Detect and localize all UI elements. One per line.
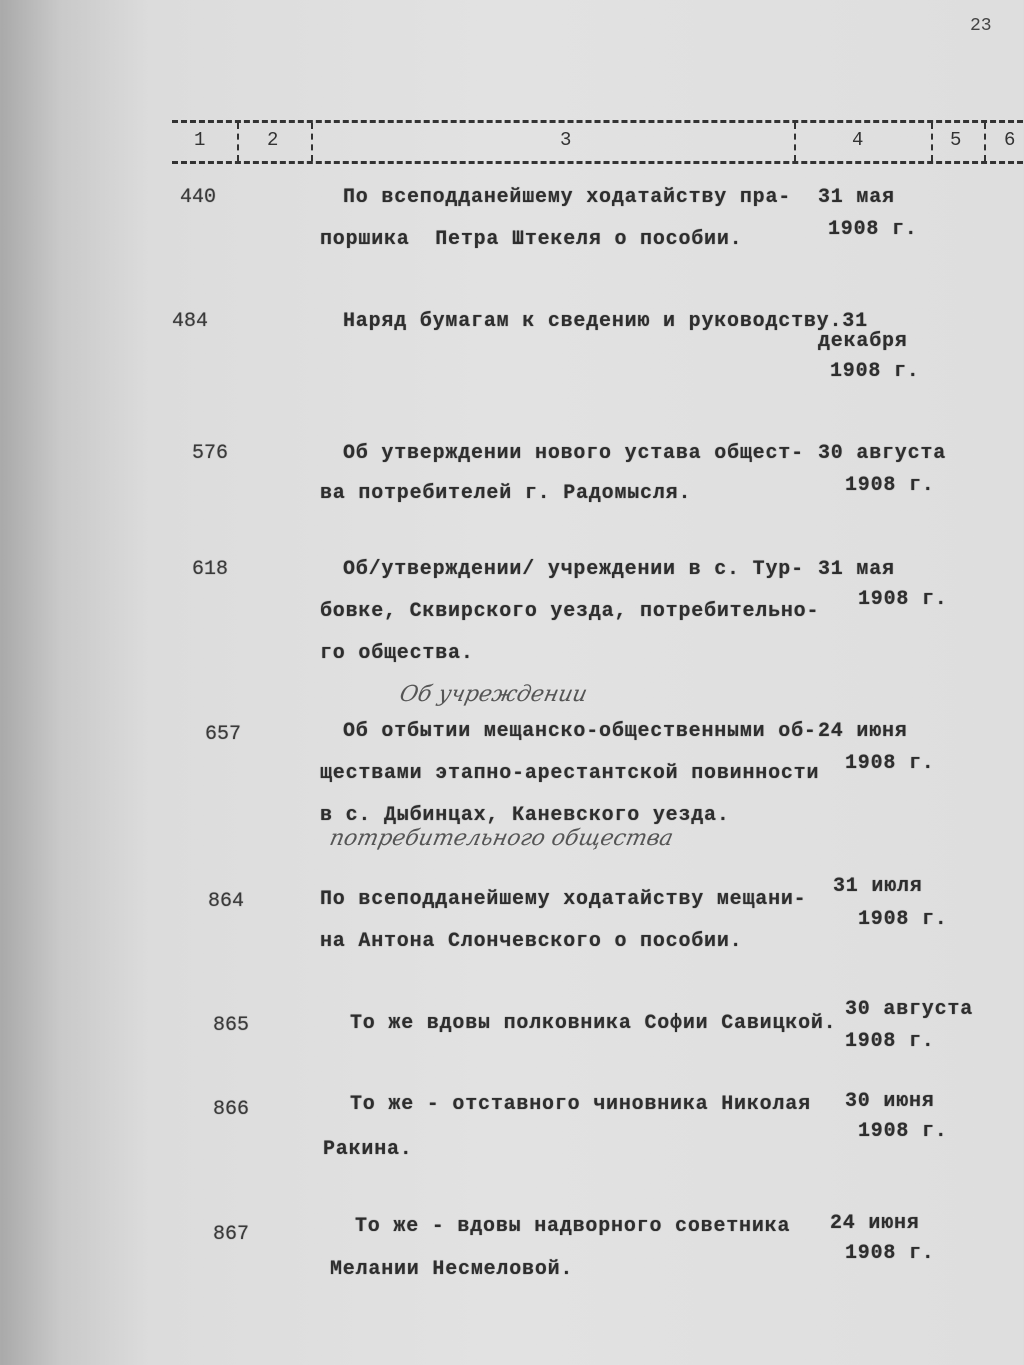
entry-description-line: поршика Петра Штекеля о пособии. [320, 228, 743, 251]
page-number: 23 [970, 16, 992, 36]
column-header: 4 [852, 129, 864, 151]
column-header: 6 [1004, 129, 1016, 151]
handwritten-correction: потребительного общества [327, 826, 676, 851]
entry-number: 618 [192, 558, 229, 581]
entry-description-line: То же - вдовы надворного советника [355, 1215, 791, 1238]
entry-description-line: Об утверждении нового устава общест- [343, 442, 804, 465]
entry-date-line: 1908 г. [845, 752, 935, 775]
entry-description-line: По всеподданейшему ходатайству мещани- [320, 888, 807, 911]
column-header: 2 [267, 129, 279, 151]
entry-description-line: Об отбытии мещанско-общественными об- [343, 720, 817, 743]
entry-number: 440 [180, 186, 217, 209]
entry-date-line: 1908 г. [830, 360, 920, 383]
column-divider [311, 123, 313, 161]
entry-date-line: 31 мая [818, 186, 895, 209]
entry-description-line: на Антона Слончевского о пособии. [320, 930, 743, 953]
entry-date-line: 30 августа [845, 998, 974, 1021]
entry-description-line: То же вдовы полковника Софии Савицкой. [350, 1012, 837, 1035]
entry-description-line: Ракина. [323, 1138, 413, 1161]
entry-number: 866 [213, 1098, 250, 1121]
entry-number: 484 [172, 310, 209, 333]
entry-date-line: 1908 г. [858, 908, 948, 931]
entry-date-line: 30 июня [845, 1090, 935, 1113]
entry-date-line: 31 июля [833, 875, 923, 898]
entry-description-line: ществами этапно-арестантской повинности [320, 762, 820, 785]
entry-date-line: 1908 г. [845, 474, 935, 497]
entry-number: 865 [213, 1014, 250, 1037]
column-divider [984, 123, 986, 161]
entry-description-line: По всеподданейшему ходатайству пра- [343, 186, 792, 209]
entry-description-line: Об/утверждении/ учреждении в с. Тур- [343, 558, 804, 581]
entry-description-line: бовке, Сквирского уезда, потребительно- [320, 600, 820, 623]
entry-date-line: декабря [818, 330, 908, 353]
entry-date-line: 30 августа [818, 442, 947, 465]
column-divider [794, 123, 796, 161]
entry-description-line: в с. Дыбинцах, Каневского уезда. [320, 804, 730, 827]
column-header: 3 [560, 129, 572, 151]
entry-description-line: Наряд бумагам к сведению и руководству.31 [343, 310, 868, 333]
entry-description-line: ва потребителей г. Радомысля. [320, 482, 692, 505]
handwritten-correction: Об учреждении [397, 682, 590, 707]
entry-date-line: 1908 г. [858, 1120, 948, 1143]
entry-number: 867 [213, 1223, 250, 1246]
entry-description-line: Мелании Несмеловой. [330, 1258, 574, 1281]
entry-number: 864 [208, 890, 245, 913]
entry-description-line: го общества. [320, 642, 474, 665]
entry-number: 576 [192, 442, 229, 465]
column-header: 1 [194, 129, 206, 151]
entry-date-line: 1908 г. [845, 1030, 935, 1053]
entry-date-line: 31 мая [818, 558, 895, 581]
column-header: 5 [950, 129, 962, 151]
entry-description-line: То же - отставного чиновника Николая [350, 1093, 811, 1116]
entry-date-line: 24 июня [818, 720, 908, 743]
column-divider [237, 123, 239, 161]
column-divider [931, 123, 933, 161]
entry-date-line: 1908 г. [828, 218, 918, 241]
entry-date-line: 1908 г. [845, 1242, 935, 1265]
column-header-row [172, 120, 1024, 164]
entry-date-line: 24 июня [830, 1212, 920, 1235]
entry-number: 657 [205, 723, 242, 746]
entry-date-line: 1908 г. [858, 588, 948, 611]
